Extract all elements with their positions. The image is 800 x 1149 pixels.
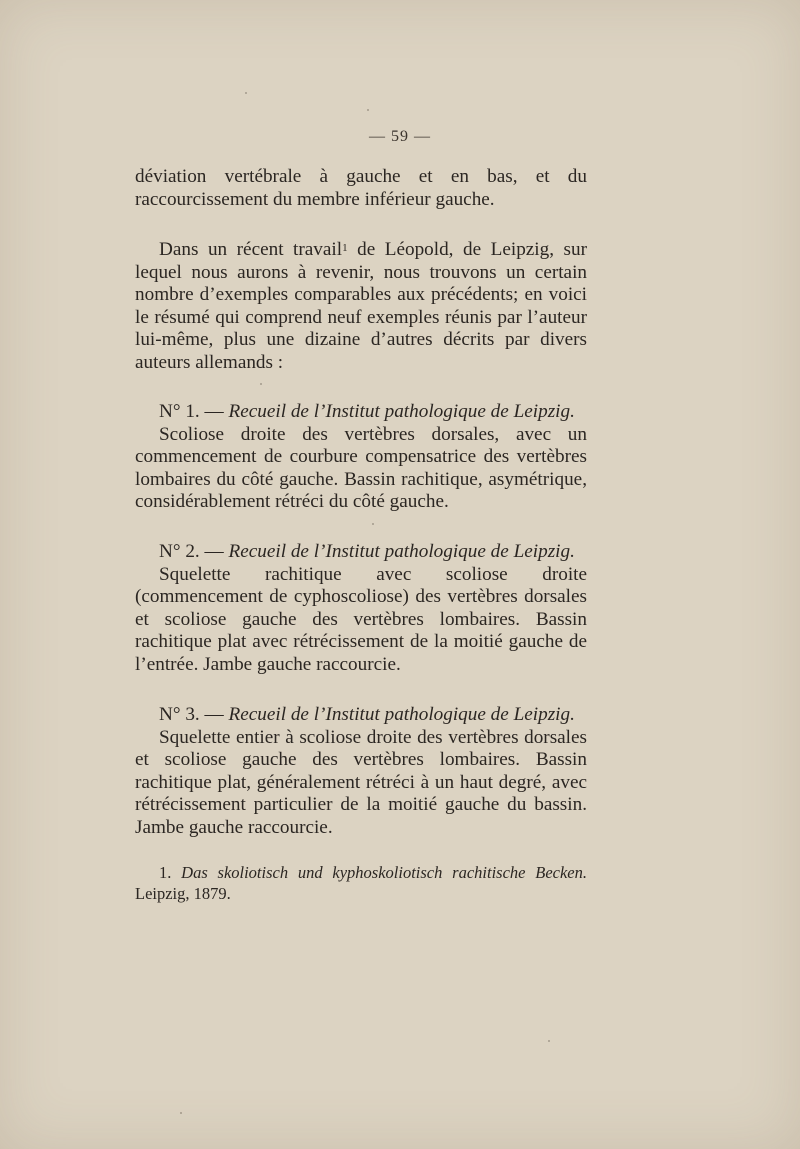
entry-2-dash: — [199,541,229,562]
intro-text-before-note: Dans un récent travail [159,239,343,260]
entry-2-reference: Recueil de l’Institut pathologique de Leipzig. [228,541,575,562]
entry-2-description: Squelette rachitique avec scoliose droite (commencement de cyphoscoliose) des vertèbres dorsales et scoliose gauche des vertèbres lombaires. Bassin rachitique plat avec rétrécissement de la moitié gauche de l’entrée. Jambe gauche raccourcie. [135,563,587,675]
page-number: — 59 — [369,128,431,145]
footnote-title: Das skoliotisch und kyphoskoliotisch rachitische Becken. [181,863,587,882]
paper-speck [372,523,374,525]
footnote-marker: 1. [159,863,172,882]
entry-3-dash: — [199,704,229,725]
footnote-rest: Leipzig, 1879. [135,884,231,903]
footnote-reference-marker: 1 [342,242,348,254]
entry-1-description: Scoliose droite des vertèbres dorsales, avec un commencement de courbure compensatrice des vertèbres lombaires du côté gauche. Bassin rachitique, asymétrique, considérablement rétréci du côté gauche. [135,423,587,513]
entry-2-number: N° 2. [159,541,200,562]
footnote [135,862,587,904]
paper-speck [548,1040,550,1042]
paper-speck [367,109,369,111]
opening-paragraph [135,166,587,211]
entry-3 [135,704,587,840]
entry-2-heading [135,541,587,564]
entry-3-reference: Recueil de l’Institut pathologique de Leipzig. [228,704,575,725]
entry-2 [135,541,587,677]
entry-3-number: N° 3. [159,704,200,725]
paper-speck [180,1112,182,1114]
entry-1 [135,401,587,514]
entry-3-heading [135,704,587,727]
intro-paragraph [135,239,587,375]
entry-1-number: N° 1. [159,401,200,422]
paper-speck [245,92,247,94]
entry-3-description: Squelette entier à scoliose droite des vertèbres dorsales et scoliose gauche des vertèbres lombaires. Bassin rachitique plat, généralement rétréci à un haut degré, avec rétrécissement particulier de la moitié gauche du bassin. Jambe gauche raccourcie. [135,726,587,838]
intro-text-after-note: de Léopold, de Leipzig, sur lequel nous aurons à revenir, nous trouvons un certain nombre d’exemples comparables aux précédents; en voici le résumé qui comprend neuf exemples réunis par l’auteur lui-même, plus une dizaine d’autres décrits par divers auteurs allemands : [135,239,588,373]
entry-1-reference: Recueil de l’Institut pathologique de Leipzig. [228,401,575,422]
intro-paragraph-text [135,239,587,375]
opening-paragraph-text: déviation vertébrale à gauche et en bas, et du raccourcissement du membre inférieur gauche. [135,166,587,210]
entry-1-dash: — [199,401,229,422]
entry-1-heading [135,401,587,424]
paper-speck [260,383,262,385]
